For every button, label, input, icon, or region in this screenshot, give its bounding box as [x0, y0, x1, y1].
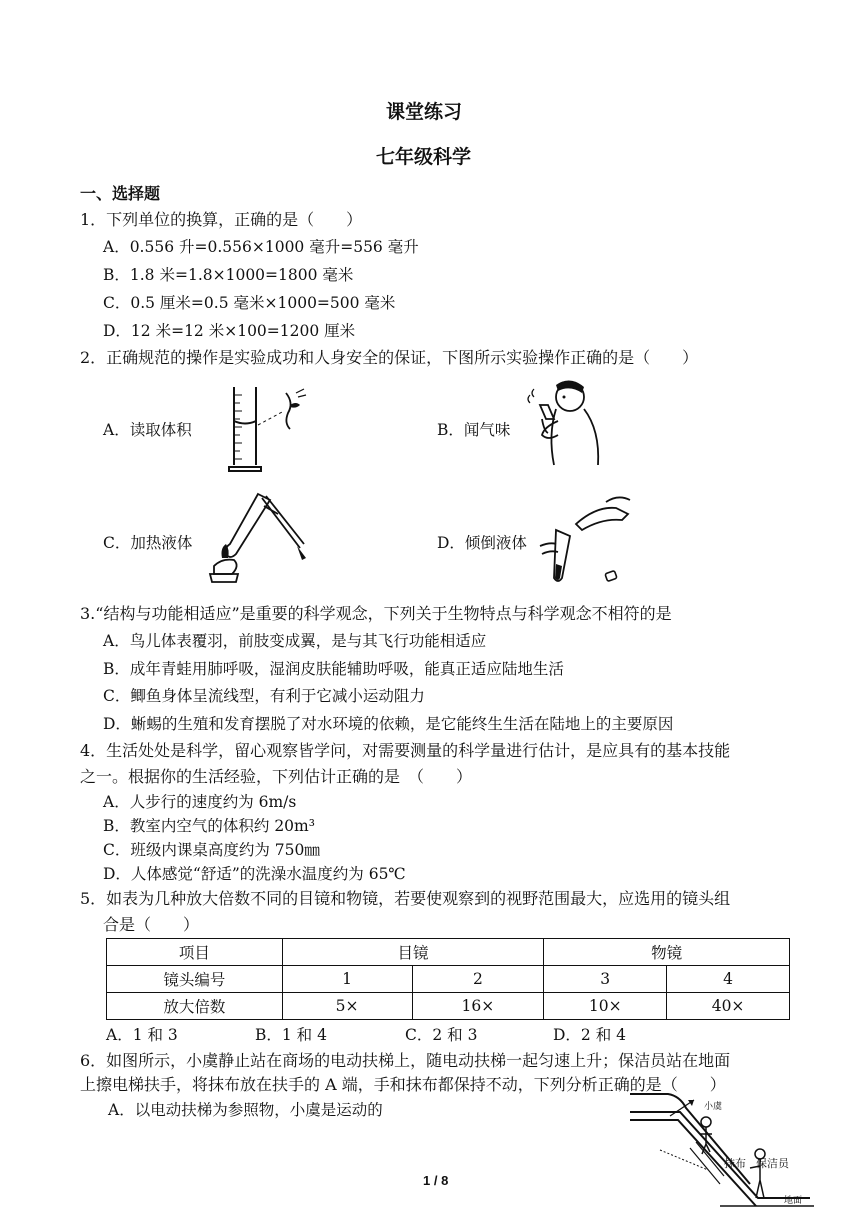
q4-option-b: B．教室内空气的体积约 20m³ [103, 817, 315, 835]
table-row-label: 放大倍数 [107, 993, 283, 1020]
table-cell: 40× [667, 993, 790, 1020]
q6-stem-line2: 上擦电梯扶手，将抹布放在扶手的 A 端，手和抹布都保持不动，下列分析正确的是（ ） [80, 1075, 726, 1094]
q6-option-a: A．以电动扶梯为参照物，小虞是运动的 [108, 1101, 383, 1119]
table-row [107, 939, 790, 966]
q4-stem-line2: 之一。根据你的生活经验，下列估计正确的是 （ ） [80, 767, 473, 786]
q5-option-d: D．2 和 4 [553, 1026, 627, 1044]
table-row [107, 993, 790, 1020]
section-heading: 一、选择题 [80, 184, 161, 203]
table-row [107, 966, 790, 993]
escalator-label-cloth: 抹布 [724, 1157, 746, 1170]
q1-option-a: A．0.556 升=0.556×1000 毫升=556 毫升 [103, 238, 419, 256]
q2-option-a: A．读取体积 [103, 421, 192, 439]
escalator-label-person: 小虞 [704, 1102, 723, 1112]
q4-option-d: D．人体感觉“舒适”的洗澡水温度约为 65℃ [103, 865, 406, 883]
table-cell: 16× [412, 993, 544, 1020]
q5-stem-line2: 合是（ ） [103, 915, 200, 934]
page-subtitle: 七年级科学 [376, 146, 472, 168]
q4-stem-line1: 4．生活处处是科学，留心观察皆学问，对需要测量的科学量进行估计，是应具有的基本技能 [80, 741, 731, 760]
q4-option-a: A．人步行的速度约为 6m/s [103, 793, 297, 811]
table-row-label: 镜头编号 [107, 966, 283, 993]
q1-stem: 1．下列单位的换算，正确的是（ ） [80, 210, 363, 229]
table-header-item: 项目 [107, 939, 283, 966]
table-cell: 10× [544, 993, 667, 1020]
escalator-label-cleaner: 保洁员 [756, 1157, 789, 1170]
boy-smelling-figure [518, 375, 618, 470]
q1-option-c: C．0.5 厘米=0.5 毫米×1000=500 毫米 [103, 294, 396, 312]
lens-table [106, 938, 790, 1020]
q2-option-d: D．倾倒液体 [437, 534, 527, 552]
table-cell: 1 [282, 966, 412, 993]
q2-option-b: B．闻气味 [437, 421, 511, 439]
q3-option-c: C．鲫鱼身体呈流线型，有利于它减小运动阻力 [103, 687, 425, 705]
q4-option-c: C．班级内课桌高度约为 750㎜ [103, 841, 320, 859]
pouring-liquid-figure [536, 490, 636, 590]
q3-stem: 3.“结构与功能相适应”是重要的科学观念，下列关于生物特点与科学观念不相符的是 [80, 604, 672, 623]
table-header-eyepiece: 目镜 [282, 939, 544, 966]
table-header-objective: 物镜 [544, 939, 790, 966]
q3-option-d: D．蜥蜴的生殖和发育摆脱了对水环境的依赖，是它能终生生活在陆地上的主要原因 [103, 715, 674, 733]
table-cell: 5× [282, 993, 412, 1020]
table-cell: 2 [412, 966, 544, 993]
q2-stem: 2．正确规范的操作是实验成功和人身安全的保证，下图所示实验操作正确的是（ ） [80, 348, 699, 367]
table-cell: 4 [667, 966, 790, 993]
q5-option-b: B．1 和 4 [255, 1026, 327, 1044]
q2-option-c: C．加热液体 [103, 534, 193, 552]
q5-option-c: C．2 和 3 [405, 1026, 478, 1044]
escalator-label-ground: 地面 [784, 1196, 803, 1206]
q1-option-b: B．1.8 米=1.8×1000=1800 毫米 [103, 266, 354, 284]
graduated-cylinder-figure [224, 383, 314, 473]
table-cell: 3 [544, 966, 667, 993]
q1-option-d: D．12 米=12 米×100=1200 厘米 [103, 322, 356, 340]
page-title: 课堂练习 [386, 101, 463, 123]
q5-stem-line1: 5．如表为几种放大倍数不同的目镜和物镜，若要使观察到的视野范围最大，应选用的镜头组 [80, 889, 731, 908]
q3-option-a: A．鸟儿体表覆羽，前肢变成翼，是与其飞行功能相适应 [103, 632, 487, 650]
q3-option-b: B．成年青蛙用肺呼吸，湿润皮肤能辅助呼吸，能真正适应陆地生活 [103, 660, 564, 678]
heating-liquid-figure [200, 488, 310, 588]
q6-stem-line1: 6．如图所示，小虞静止站在商场的电动扶梯上，随电动扶梯一起匀速上升；保洁员站在地面 [80, 1051, 731, 1070]
page-number: 1 / 8 [423, 1173, 449, 1188]
q5-option-a: A．1 和 3 [106, 1026, 178, 1044]
